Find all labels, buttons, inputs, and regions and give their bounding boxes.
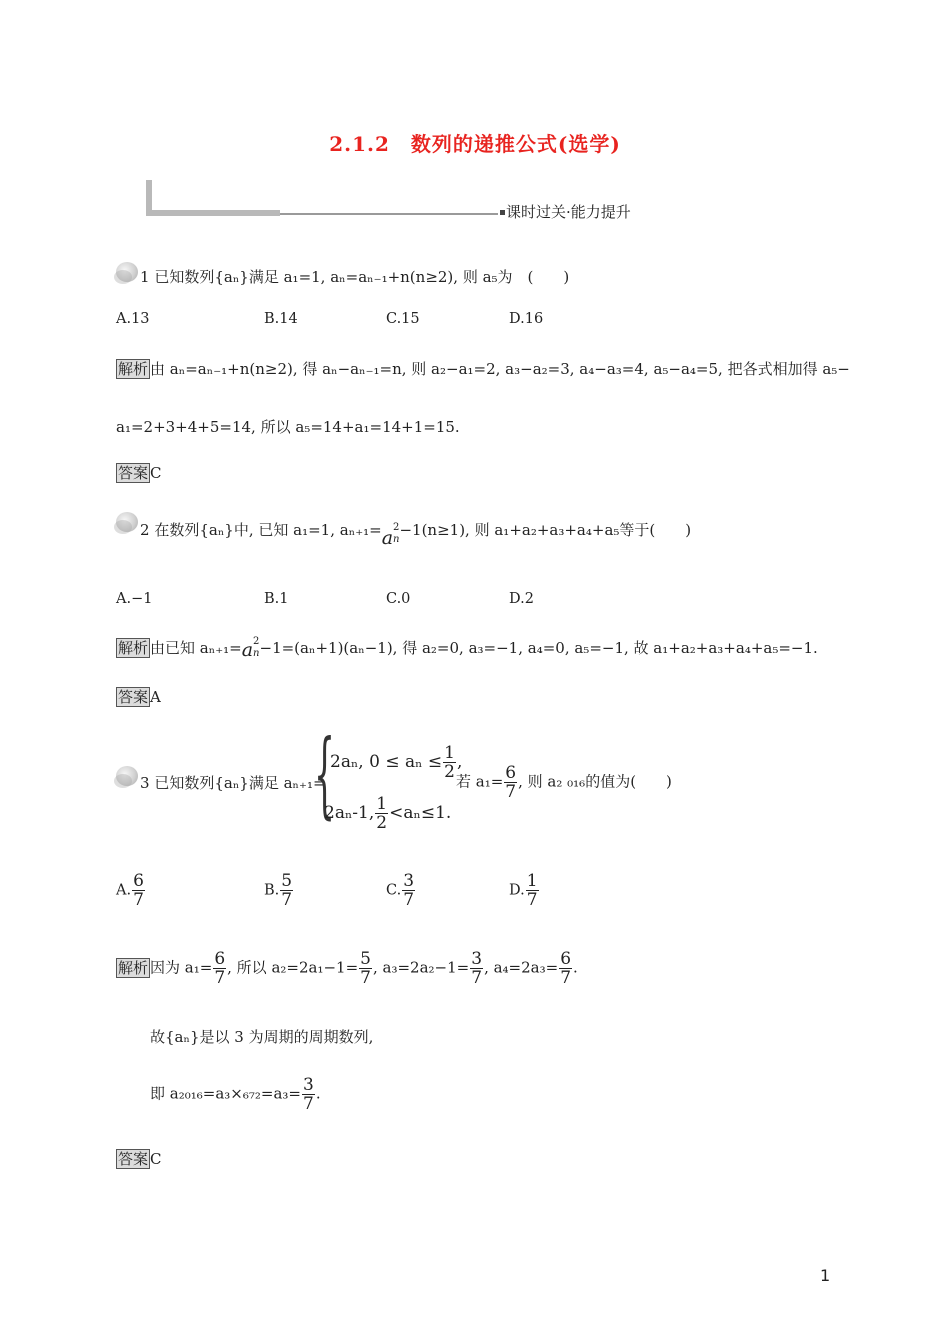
q2-option-b: B.1: [264, 591, 289, 607]
section-header-label: 课时过关·能力提升: [506, 203, 631, 221]
q2-power-sub: n: [393, 534, 400, 545]
q3-case2-a: 2aₙ-1,: [324, 803, 375, 823]
q3-option-b: B. $\frac{5}{7}$: [264, 871, 293, 910]
q2-power-sup: 2: [393, 522, 400, 533]
q1-option-d: D.16: [509, 311, 544, 327]
q2-answer: [116, 688, 161, 706]
q2-analysis: [116, 636, 818, 661]
header-rule: [280, 213, 498, 215]
q3-analysis-line2: 故{aₙ}是以 3 为周期的周期数列,: [150, 1028, 374, 1046]
q1-analysis-text1: 由 aₙ=aₙ₋₁+n(n≥2), 得 aₙ−aₙ₋₁=n, 则 a₂−a₁=2, a₃−a₂=3, a₄−a₃=4, a₅−a₄=5, 把各式相加得 a₅−: [150, 360, 850, 378]
q3-stem-tail: 若 a₁= $\frac{6}{7}$ , 则 a₂ ₀₁₆的值为( ): [456, 763, 672, 802]
q1-analysis-line2: a₁=2+3+4+5=14, 所以 a₅=14+a₁=14+1=15.: [116, 418, 460, 436]
q3-answer: [116, 1150, 162, 1168]
q2-analysis-power-sub: n: [253, 648, 260, 659]
q2-stem: [140, 518, 692, 549]
q2-text-b: −1(n≥1), 则 a₁+a₂+a₃+a₄+a₅等于( ): [399, 521, 692, 539]
q3-case2: 2aₙ-1, $\frac{1}{2}$ <aₙ≤1.: [324, 794, 452, 833]
q2-option-c: C.0: [386, 591, 411, 607]
q2-analysis-power-base: a: [241, 639, 254, 661]
q1-option-b: B.14: [264, 311, 298, 327]
q3-option-c: C. $\frac{3}{7}$: [386, 871, 415, 910]
header-bullet: [500, 210, 505, 215]
q3-case2-fraction: $\frac{1}{2}$: [376, 794, 388, 833]
q1-stem: [140, 266, 569, 287]
analysis-tag: 解析: [118, 958, 149, 977]
q3-option-d: D. $\frac{1}{7}$: [509, 871, 538, 910]
q2-analysis-b: −1=(aₙ+1)(aₙ−1), 得 a₂=0, a₃=−1, a₄=0, a₅=−1, 故 a₁+a₂+a₃+a₄+a₅=−1.: [259, 639, 818, 657]
answer-tag: 答案: [118, 464, 149, 482]
q1-option-c: C.15: [386, 311, 420, 327]
page-title: 2.1.2 数列的递推公式(选学): [329, 132, 621, 156]
q1-answer: [116, 464, 162, 482]
q1-text: 已知数列{aₙ}满足 a₁=1, aₙ=aₙ₋₁+n(n≥2), 则 a₅为 ( ): [154, 268, 570, 286]
q3-analysis-line1: 解析 因为 a₁= $\frac{6}{7}$ , 所以 a₂=2a₁−1= $\frac{5}{7}$ , a₃=2a₂−1= $\frac{3}{7}$ , a₄=2a₃= $\frac{6}{7}$ .: [118, 949, 578, 988]
q2-text-a: 在数列{aₙ}中, 已知 a₁=1, aₙ₊₁=: [154, 521, 382, 539]
analysis-tag: 解析: [118, 639, 149, 657]
analysis-tag: 解析: [118, 360, 149, 378]
q3-option-a: A. $\frac{6}{7}$: [116, 871, 144, 910]
answer-tag: 答案: [118, 1150, 149, 1168]
q3-case1: 2aₙ, 0 ≤ aₙ ≤ $\frac{1}{2}$ ,: [330, 743, 463, 782]
q3-case1-a: 2aₙ, 0 ≤ aₙ ≤: [330, 752, 443, 772]
q2-analysis-a: 由已知 aₙ₊₁=: [150, 639, 242, 657]
q3-case1-fraction: $\frac{1}{2}$: [444, 743, 455, 782]
q1-option-a: A.13: [116, 311, 150, 327]
q2-option-a: A.−1: [116, 591, 153, 607]
q3-answer-value: C: [150, 1150, 162, 1168]
q3-analysis-line3: 即 a₂₀₁₆=a₃×₆₇₂=a₃= $\frac{3}{7}$ .: [150, 1075, 321, 1114]
q2-power-base: a: [381, 527, 394, 549]
q3-a1-fraction: $\frac{6}{7}$: [505, 763, 517, 802]
q3-piecewise-brace: {: [314, 720, 335, 829]
header-bracket-horizontal: [146, 210, 280, 216]
question-marker-icon: [116, 262, 138, 282]
q2-number: 2: [140, 521, 150, 539]
q1-number: 1: [140, 268, 150, 286]
answer-tag: 答案: [118, 688, 149, 706]
q1-analysis-line1: [116, 358, 850, 379]
q3-text-a: 已知数列{aₙ}满足 aₙ₊₁=: [154, 774, 326, 792]
q2-answer-value: A: [150, 688, 161, 706]
q2-analysis-power-sup: 2: [253, 636, 260, 647]
q2-option-d: D.2: [509, 591, 534, 607]
question-marker-icon: [116, 766, 138, 786]
page-number: 1: [820, 1266, 831, 1285]
q1-answer-value: C: [150, 464, 162, 482]
q3-stem: [140, 772, 326, 793]
question-marker-icon: [116, 512, 138, 532]
q3-number: 3: [140, 774, 150, 792]
